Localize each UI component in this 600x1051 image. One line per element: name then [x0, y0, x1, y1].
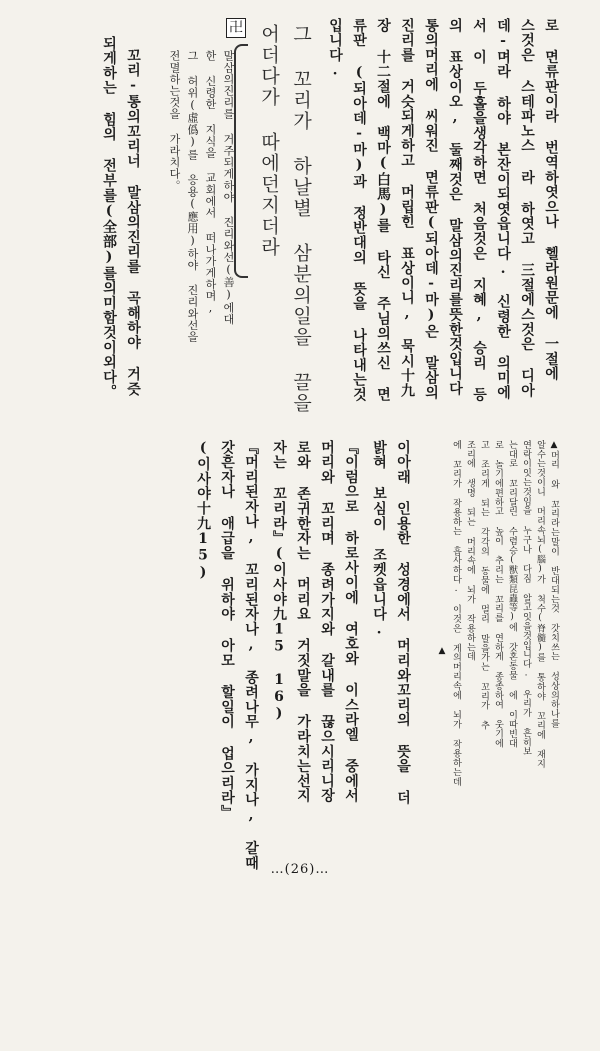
top-body-column-4: 서 이 두홀을생각하면 처음것은 지혜, 승리 등 — [471, 18, 487, 402]
footnote-column-8: 에 꼬리가 작용하는 흡사하다. 이것은 게의머리속에 뇌가 작용하는데 — [451, 440, 461, 787]
top-body-column-6: 통의머리에 씨워진 면류판(되아데-마)은 말삼의 — [423, 18, 439, 400]
note-column-3: 그 허위(虛僞)를 응용(應用)하야 진리와선을 — [186, 50, 199, 343]
bottom-body-column-9: (이사야十九15) — [195, 440, 211, 582]
top-body-column-5: 의 표상이오, 둘째것은 말삼의진리를뜻한것입니다 — [447, 18, 463, 396]
summary-column-2: 되게하는 힘의 전부를(全部)를의미함것이외다。 — [101, 36, 117, 400]
bottom-body-column-4: 머리와 꼬리며 종려가지와 갈내를 끊으시리니장 — [319, 440, 335, 804]
top-section — [70, 18, 558, 428]
footnote-column-1: ▲머리 와 꼬리라는말이 반대되는것 갓치쓰는 성상의하나를 — [549, 440, 559, 728]
bottom-body-column-2: 밝혀 보심이 조켓읍니다. — [371, 440, 387, 639]
bottom-body-column-5: 로와 존귀한자는 머리요 거짓말을 가라치는선지 — [295, 440, 311, 804]
footnote-column-2: 알수는것이니 머리속뇌(腦)가 척수(脊髓)를 통하야 꼬리에 재지 — [535, 440, 545, 769]
top-body-column-2: 스것은 스테파노스 라 하엿고 三절에스것은 디아 — [519, 18, 535, 398]
emblem-icon: 卍 — [226, 18, 246, 38]
top-body-column-1: 로 면류판이라 번역하엿으나 헬라원문에 一절에 — [543, 18, 559, 382]
verse-heading-1: 그 꼬리가 하날별 삼분의일을 끌을 — [290, 24, 312, 414]
top-body-column-8: 장 十二절에 백마(白馬)를 타신 주님의쓰신 면 — [375, 18, 391, 402]
note-column-4: 전멸하는것을 가라치다。 — [168, 50, 181, 192]
top-body-column-3: 데-며라 하야 본잔이되엿읍니다. 신령한 의미에 — [495, 18, 511, 400]
footnote-column-3: 연락이잇는것임을 누구나 다짐 알고잇을것입니다. 우리가 흔히보 — [521, 440, 531, 757]
footnote-column-5: 로 놀기에편하고 높이 추리는 꼬리를 연하게 종종하여 웃기에 — [493, 440, 503, 748]
top-body-column-9: 류판 (되아데-마)과 정반대의 뜻을 나타내는것 — [351, 18, 367, 402]
top-body-column-7: 진리를 거슷되게하고 머립힌 표상이니, 묵시十九 — [399, 18, 415, 398]
footnote-column-4: 는대로 꼬리달린 수렴승(獸類昆蟲等)에 갓혼동물 에 이따빈대 — [507, 440, 517, 748]
footnote-end-mark: ▲ — [437, 646, 447, 657]
note-column-1: 말삼의진리를 거주되게하야 진리와선(善)에대 — [222, 50, 235, 325]
bottom-body-column-1: 이아래 인용한 성경에서 머리와꼬리의 뜻을 더 — [395, 440, 411, 806]
footnote-column-7: 조리에 생명 되는 머리속에 뇌가 작용하는데 — [465, 440, 475, 662]
footnote-column-6: 고 조리게 되는 각각의 동물에 멀리 말을가는 꼬리가 추 — [479, 440, 489, 730]
verse-heading-2: 어더다가 따에던지더라 — [258, 24, 280, 258]
top-body-column-10: 입니다. — [327, 18, 343, 80]
summary-column-1: 꼬리-통의꼬리너 말삼의진리를 곡해하야 거즛 — [125, 48, 141, 397]
bottom-body-column-7: 『머리된자나, 꼬리된자나, 종려나무, 가지나, 갈때 — [243, 440, 259, 871]
bottom-body-column-8: 갓흔자나 애급을 위하야 아모 할일이 업으리라』 — [219, 440, 235, 820]
note-bracket — [234, 44, 248, 278]
bottom-body-column-6: 자는 꼬리라』(이사야九15 16) — [271, 440, 287, 723]
note-column-2: 한 신령한 지식을 교회에서 떠나가게하며, — [204, 50, 217, 316]
page-number: …(26)… — [270, 862, 330, 877]
bottom-body-column-3: 『이럼으로 하로사이에 여호와 이스라엘 중에서 — [343, 440, 359, 804]
